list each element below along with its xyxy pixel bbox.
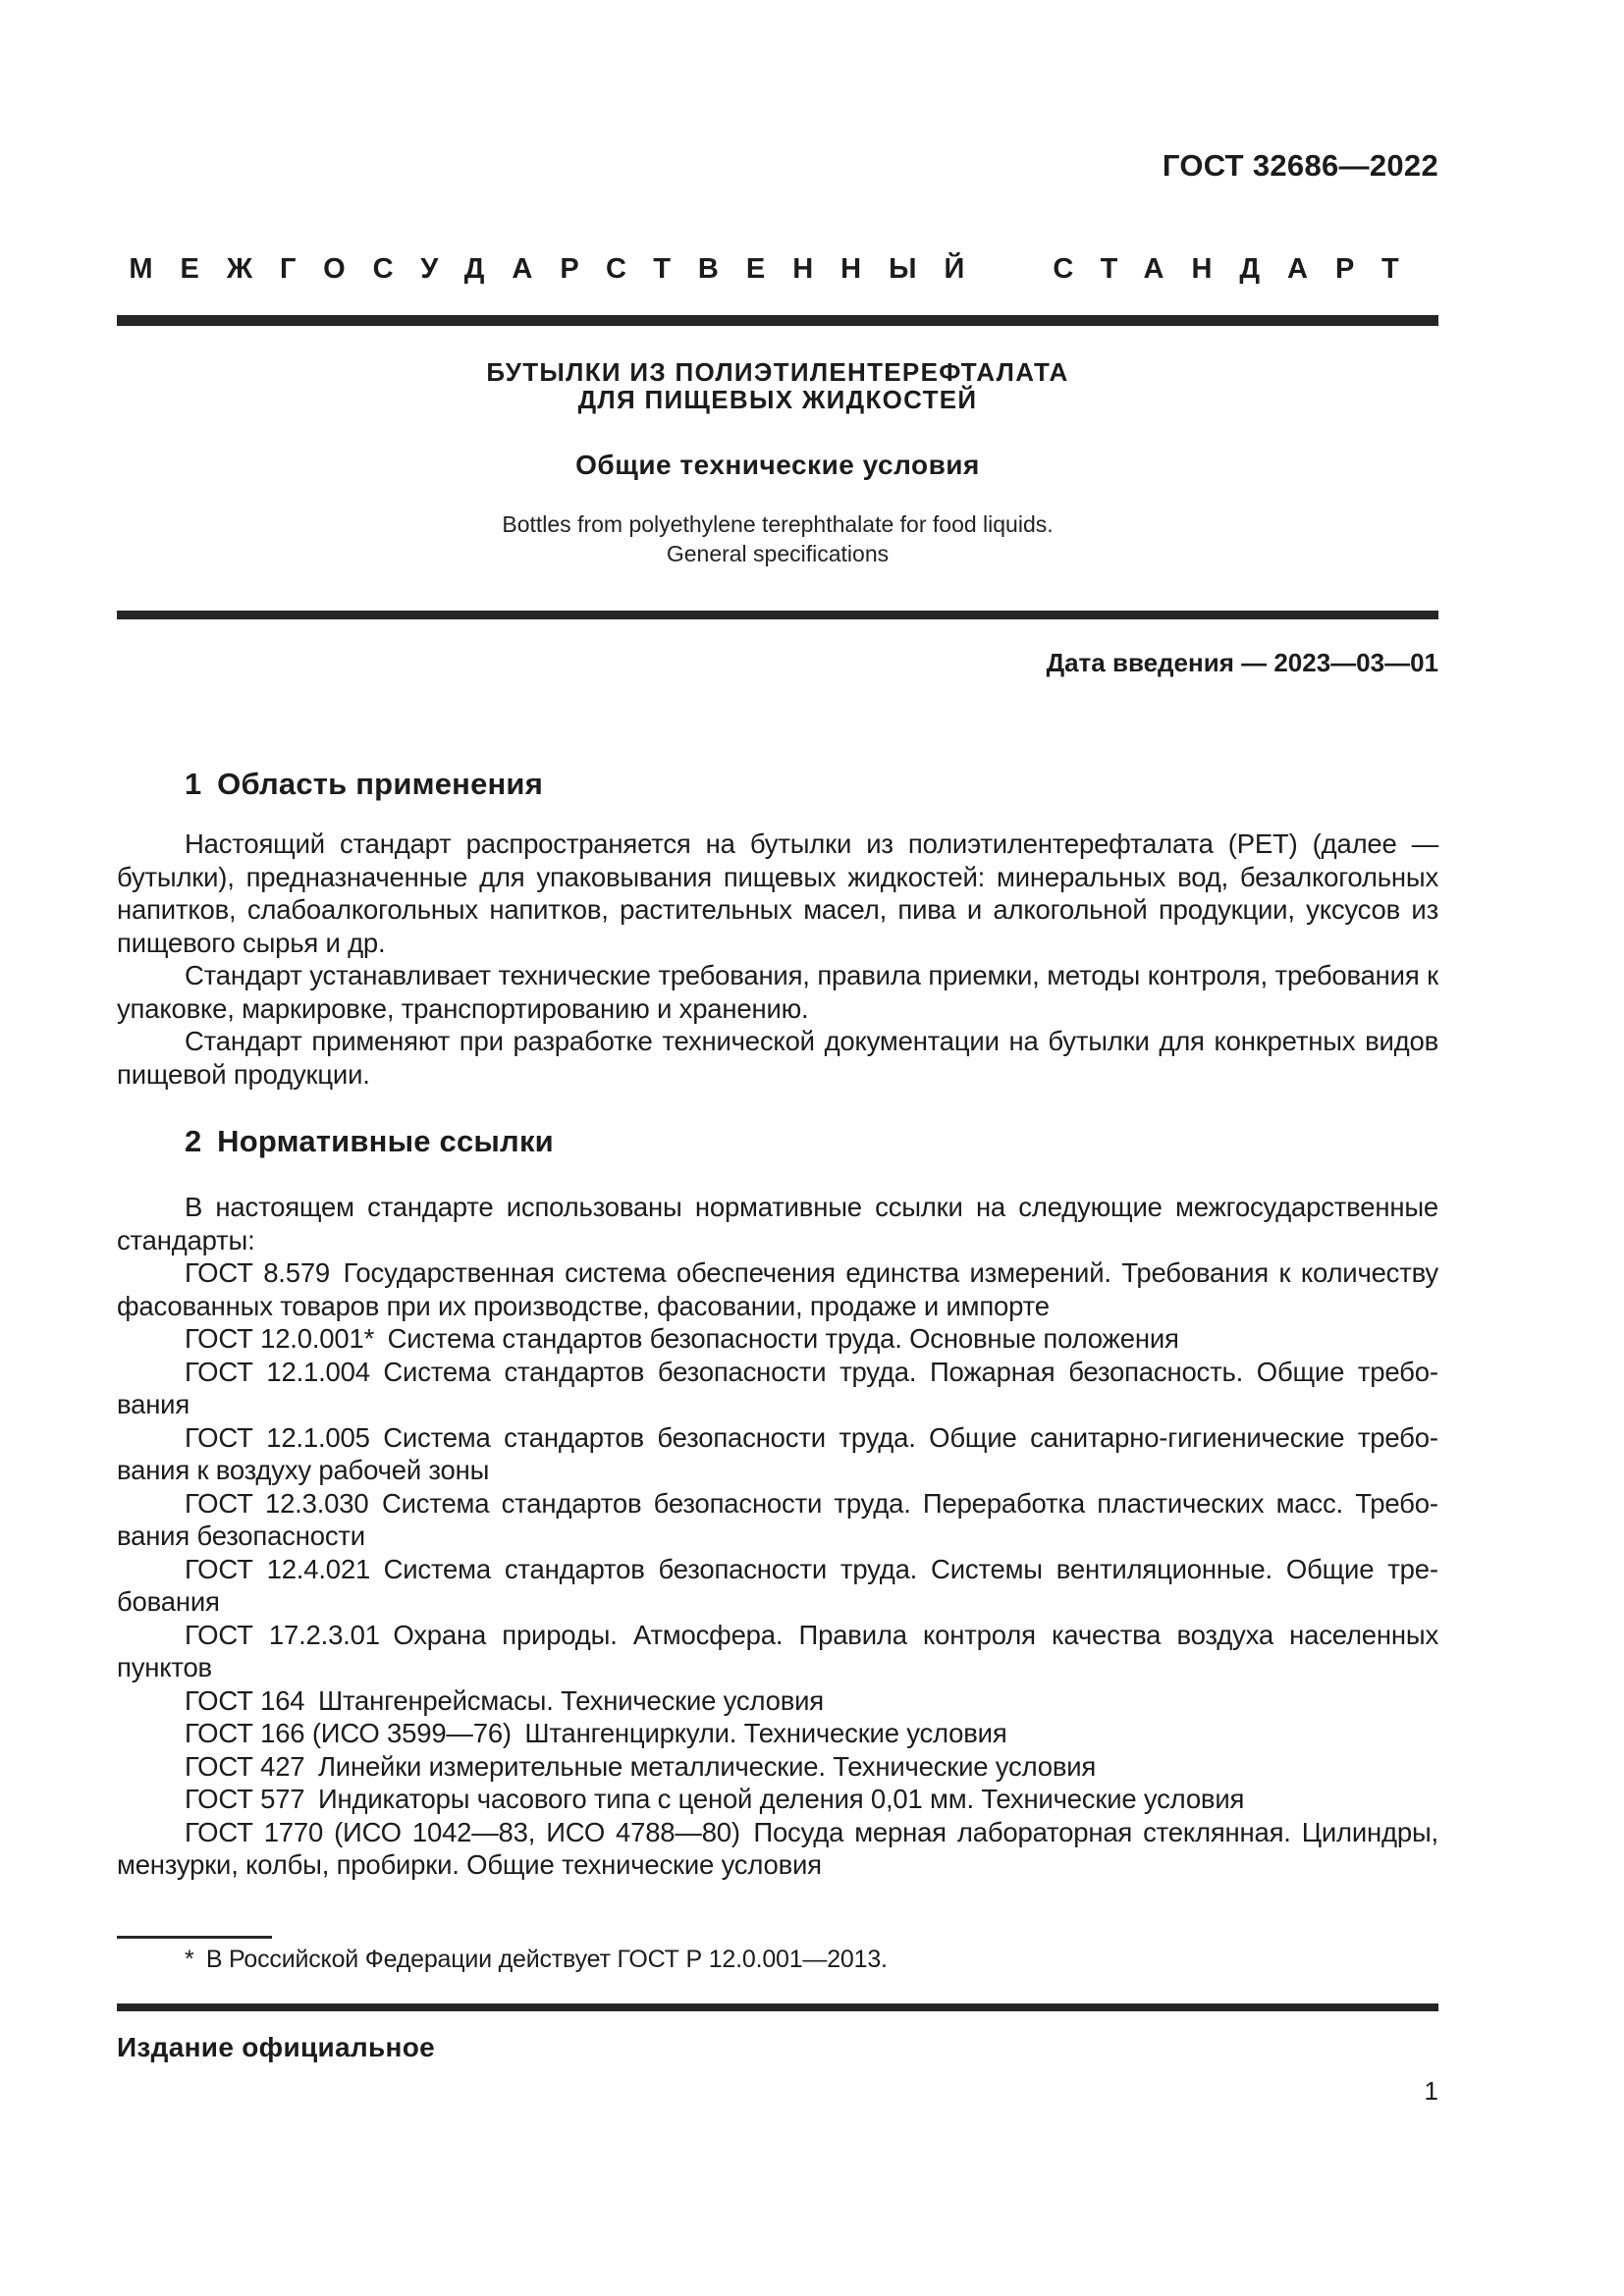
section-1-body — [117, 828, 1438, 1091]
reference-item: ГОСТ 577 Индикаторы часового типа с ценой деления 0,01 мм. Технические условия — [185, 1784, 1245, 1814]
section-2-heading: 2 Нормативные ссылки — [185, 1124, 554, 1158]
page-content — [117, 0, 1438, 2106]
bottom-divider-bar — [117, 2003, 1438, 2011]
page-number: 1 — [1424, 2075, 1438, 2106]
effective-date: Дата введения — 2023—03—01 — [1046, 648, 1438, 677]
title-english-line-2: General specifications — [666, 541, 890, 566]
doc-number: ГОСТ 32686—2022 — [1162, 148, 1438, 183]
top-divider-bar — [117, 315, 1438, 326]
reference-item: ГОСТ 12.0.001* Система стандартов безопасности труда. Основные положения — [185, 1323, 1179, 1354]
title-line-1: БУТЫЛКИ ИЗ ПОЛИЭТИЛЕНТЕРЕФТАЛАТА — [486, 357, 1069, 387]
standard-type-banner: МЕЖГОСУДАРСТВЕННЫЙ СТАНДАРТ — [129, 253, 1427, 285]
section-2-intro: В настоящем стандарте использованы нормативные ссылки на следующие межгосударственные стандарты: — [117, 1192, 1438, 1255]
references-list — [117, 1256, 1438, 1882]
title-english — [117, 509, 1438, 568]
reference-item: ГОСТ 8.579 Государственная система обеспечения единства измерений. Требования к количеству фасованных товаров при их производстве, фасовании, продаже и импорте — [117, 1257, 1438, 1321]
section-2-body — [117, 1191, 1438, 1882]
middle-divider-bar — [117, 611, 1438, 619]
reference-item: ГОСТ 17.2.3.01 Охрана природы. Атмосфера. Правила контроля качества воздуха населенных пунктов — [117, 1619, 1438, 1682]
reference-item: ГОСТ 164 Штангенрейсмасы. Технические условия — [185, 1684, 824, 1716]
reference-item: ГОСТ 166 (ИСО 3599—76) Штангенциркули. Технические условия — [185, 1718, 1007, 1748]
paragraph: Стандарт устанавливает технические требования, правила приемки, методы контроля, требования к упаковке, маркировке, транспортированию и хранению. — [117, 960, 1438, 1024]
title-russian — [117, 358, 1438, 413]
section-1-heading: 1 Область применения — [185, 767, 543, 801]
title-english-line-1: Bottles from polyethylene terephthalate for food liquids. — [502, 511, 1054, 537]
footnote-divider — [117, 1936, 272, 1939]
reference-item: ГОСТ 12.3.030 Система стандартов безопасности труда. Переработка пластических масс. Требования безопасности — [117, 1487, 1438, 1551]
footnote: * В Российской Федерации действует ГОСТ Р 12.0.001—2013. — [185, 1945, 888, 1973]
reference-item: ГОСТ 12.4.021 Система стандартов безопасности труда. Системы вентиляционные. Общие требования — [117, 1553, 1438, 1617]
reference-item: ГОСТ 12.1.005 Система стандартов безопасности труда. Общие санитарно-гигиенические требования к воздуху рабочей зоны — [117, 1421, 1438, 1485]
reference-item: ГОСТ 427 Линейки измерительные металлические. Технические условия — [185, 1750, 1097, 1782]
reference-item: ГОСТ 12.1.004 Система стандартов безопасности труда. Пожарная безопасность. Общие требования — [117, 1356, 1438, 1419]
title-line-2: ДЛЯ ПИЩЕВЫХ ЖИДКОСТЕЙ — [577, 385, 978, 414]
paragraph: Настоящий стандарт распространяется на бутылки из полиэтилентерефталата (PET) (далее — бутылки), предназначенные для упаковывания пищевых жидкостей: минеральных вод, безалкогольных напитков, слабоалкогольных напитков, растительных масел, пива и алкогольной продукции, уксусов из пищевого сырья и др. — [117, 828, 1438, 958]
paragraph: Стандарт применяют при разработке технической документации на бутылки для конкретных видов пищевой продукции. — [117, 1026, 1438, 1090]
edition-note: Издание официальное — [117, 2031, 435, 2062]
reference-item: ГОСТ 1770 (ИСО 1042—83, ИСО 4788—80) Посуда мерная лабораторная стеклянная. Цилиндры, мензурки, колбы, пробирки. Общие технические условия — [117, 1816, 1438, 1880]
subtitle-russian: Общие технические условия — [575, 450, 980, 480]
